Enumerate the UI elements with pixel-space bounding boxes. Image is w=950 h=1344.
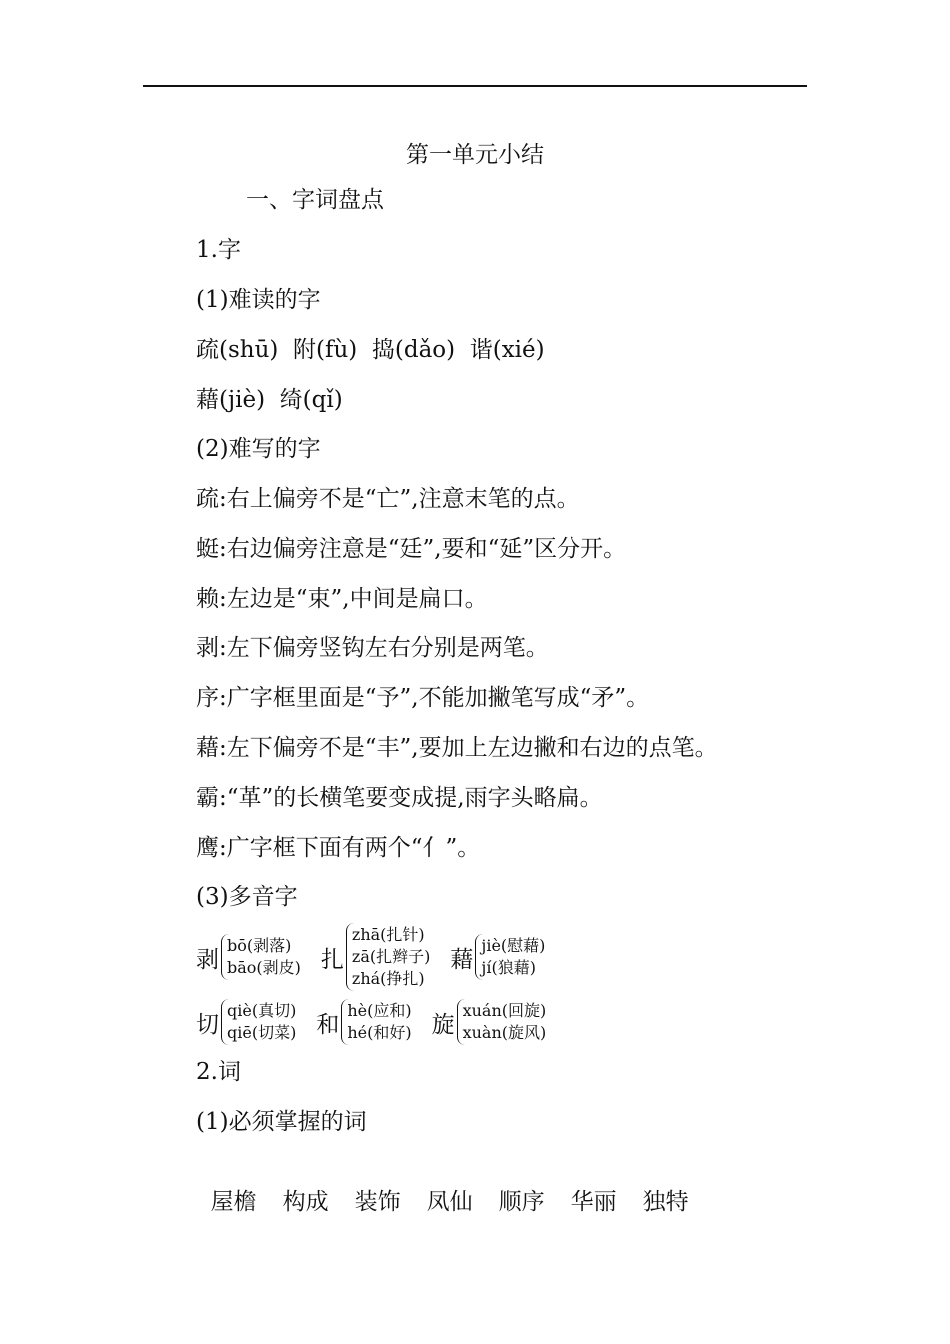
word: 华丽 xyxy=(570,1189,617,1215)
reading: jí(狼藉) xyxy=(481,958,536,977)
polyphone-char: 藉 xyxy=(450,946,474,973)
reading: zhá(挣扎) xyxy=(351,969,425,988)
header-rule xyxy=(143,85,807,87)
reading: xuán(回旋) xyxy=(462,1001,547,1020)
reading: xuàn(旋风) xyxy=(462,1023,547,1042)
polyphone-char: 剥 xyxy=(196,946,219,973)
hard-write-item: 霸:“革”的长横笔要变成提,雨字头略扁。 xyxy=(196,785,603,811)
hard-read-line: 藉(jiè) 绮(qǐ) xyxy=(196,387,343,413)
hard-read-heading: (1)难读的字 xyxy=(196,287,321,313)
polyphone-group xyxy=(321,923,434,991)
hard-write-item: 赖:左边是“束”,中间是扁口。 xyxy=(196,586,488,612)
reading: bāo(剥皮) xyxy=(227,958,301,977)
reading: zā(扎辫子) xyxy=(351,947,431,966)
section-heading: 一、字词盘点 xyxy=(246,187,384,213)
subsection-heading: 2.词 xyxy=(196,1059,241,1085)
hard-write-heading: (2)难写的字 xyxy=(196,436,321,462)
must-words-heading: (1)必须掌握的词 xyxy=(196,1109,367,1135)
polyphone-group xyxy=(316,999,415,1045)
hard-read-line: 疏(shū) 附(fù) 捣(dǎo) 谐(xié) xyxy=(196,337,545,363)
polyphone-row xyxy=(196,996,566,1048)
reading-brace xyxy=(221,999,300,1045)
word: 凤仙 xyxy=(426,1189,473,1215)
reading-brace xyxy=(341,999,415,1045)
hard-write-item: 藉:左下偏旁不是“丰”,要加上左边撇和右边的点笔。 xyxy=(196,735,718,761)
reading: hé(和好) xyxy=(347,1023,412,1042)
word: 独特 xyxy=(642,1189,689,1215)
reading: zhā(扎针) xyxy=(351,925,425,944)
polyphone-group xyxy=(432,999,551,1045)
polyphone-group xyxy=(450,934,549,980)
reading-brace xyxy=(475,934,549,980)
must-words-list xyxy=(196,1157,715,1217)
polyphone-char: 旋 xyxy=(431,1011,455,1038)
hard-write-item: 疏:右上偏旁不是“亡”,注意末笔的点。 xyxy=(196,486,580,512)
reading: bō(剥落) xyxy=(227,936,292,955)
polyphone-char: 和 xyxy=(316,1011,340,1038)
word: 屋檐 xyxy=(210,1189,257,1215)
word: 顺序 xyxy=(498,1189,545,1215)
hard-write-item: 蜓:右边偏旁注意是“廷”,要和“延”区分开。 xyxy=(196,536,627,562)
hard-write-item: 序:广字框里面是“予”,不能加撇笔写成“矛”。 xyxy=(196,685,650,711)
reading: hè(应和) xyxy=(347,1001,412,1020)
polyphone-group xyxy=(196,999,300,1045)
polyphone-row xyxy=(196,922,565,992)
reading-brace xyxy=(346,923,434,991)
reading: qiē(切菜) xyxy=(227,1023,297,1042)
subsection-heading: 1.字 xyxy=(196,237,241,263)
reading-brace xyxy=(457,999,551,1045)
word: 装饰 xyxy=(354,1189,401,1215)
reading-brace xyxy=(221,934,305,980)
reading: qiè(真切) xyxy=(227,1001,297,1020)
page-title: 第一单元小结 xyxy=(406,142,544,168)
polyphone-char: 扎 xyxy=(320,946,344,973)
hard-write-item: 鹰:广字框下面有两个“亻”。 xyxy=(196,835,481,861)
hard-write-item: 剥:左下偏旁竖钩左右分别是两笔。 xyxy=(196,635,549,661)
polyphone-group xyxy=(196,934,305,980)
polyphone-char: 切 xyxy=(196,1011,219,1038)
reading: jiè(慰藉) xyxy=(481,936,546,955)
polyphone-heading: (3)多音字 xyxy=(196,884,298,910)
word: 构成 xyxy=(282,1189,329,1215)
